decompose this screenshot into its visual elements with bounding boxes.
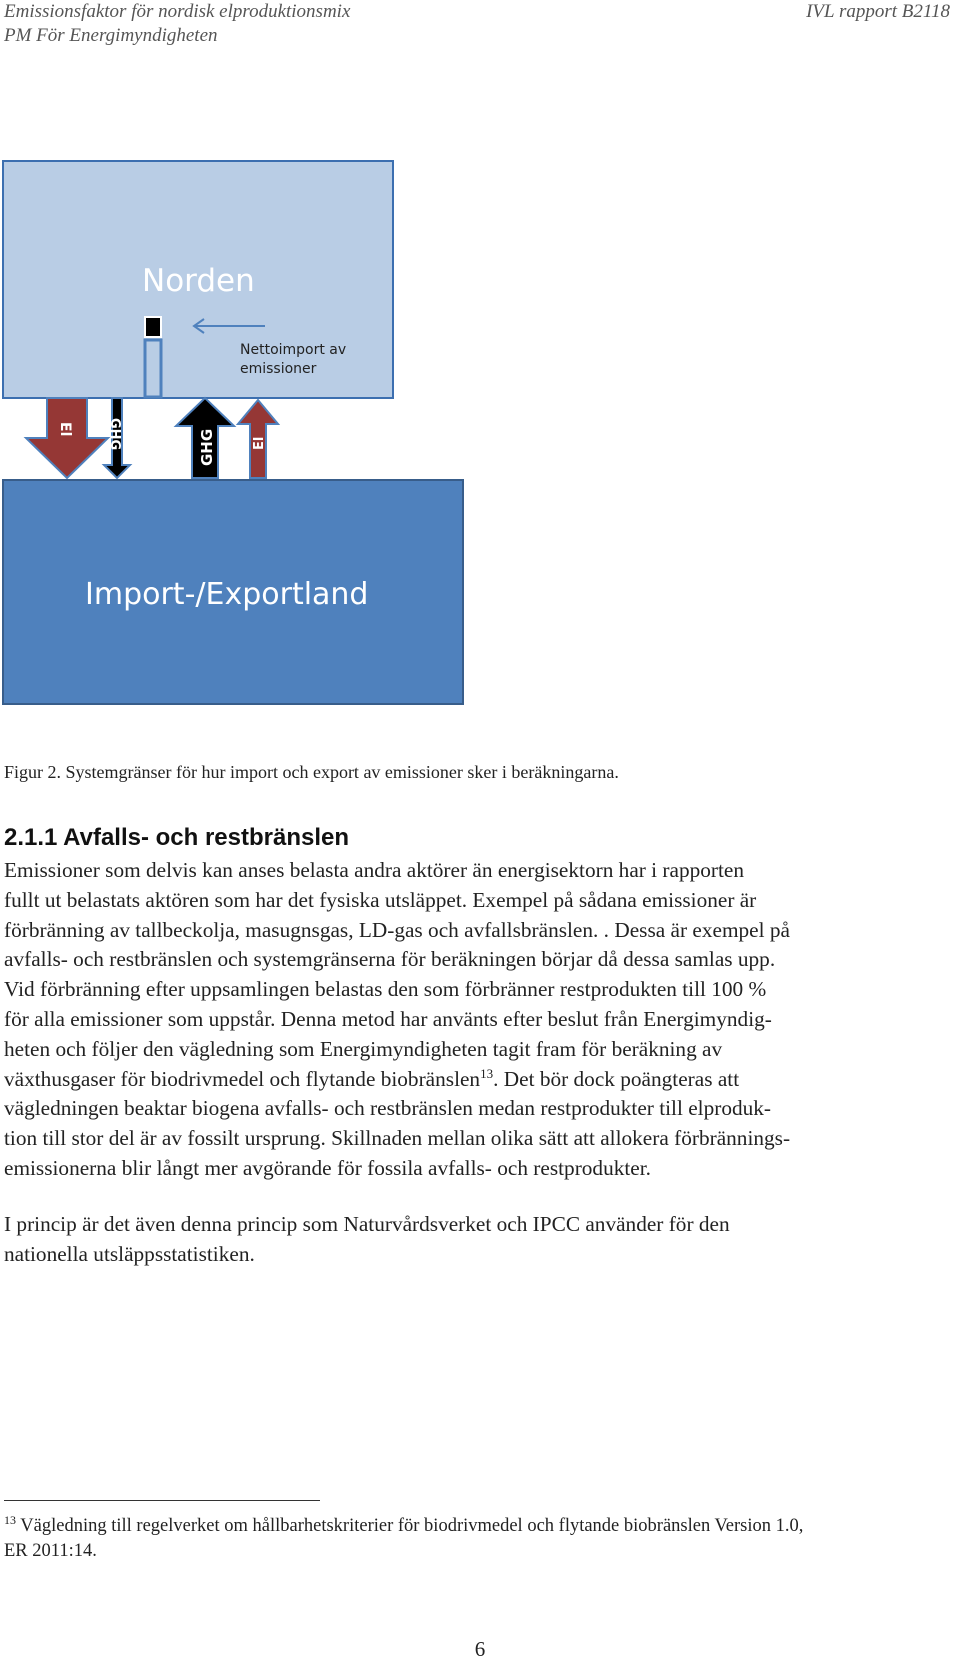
footnote <box>4 1514 944 1564</box>
paragraph-line: Emissioner som delvis kan anses belasta andra aktörer än energisektorn har i rapporten <box>4 858 745 882</box>
footnote-line <box>4 1514 944 1539</box>
running-header-report-id: IVL rapport B2118 <box>806 1 950 22</box>
running-header-left <box>4 0 350 48</box>
paragraph-line: avfalls- och restbränslen och systemgränserna för beräkningen börjar då dessa samlas upp. <box>4 947 776 972</box>
paragraph-line: I princip är det även denna princip som Naturvårdsverket och IPCC använder för den <box>4 1212 730 1236</box>
footnote-reference[interactable]: 13 <box>480 1065 494 1081</box>
footnote-text: Vägledning till regelverket om hållbarhetskriterier för biodrivmedel och flytande biobränslen Version 1.0, <box>16 1516 804 1536</box>
norden-label: Norden <box>142 263 255 299</box>
net-import-bar-light <box>145 340 161 397</box>
ghg-down-label: GHG <box>107 418 122 451</box>
paragraph-line: för alla emissioner som uppstår. Denna metod har använts efter beslut från Energimyndig- <box>4 1006 772 1031</box>
paragraph-1 <box>4 856 944 1184</box>
header-subtitle: PM För Energimyndigheten <box>4 25 218 46</box>
el-down-label: El <box>57 422 73 437</box>
system-boundary-figure <box>0 160 500 760</box>
paragraph-line: nationella utsläppsstatistiken. <box>4 1241 255 1266</box>
paragraph-line: emissionerna blir långt mer avgörande för fossila avfalls- och restprodukter. <box>4 1155 651 1180</box>
header-title: Emissionsfaktor för nordisk elproduktionsmix <box>4 1 351 22</box>
paragraph-line: Vid förbränning efter uppsamlingen belastas den som förbränner restprodukten till 100 % <box>4 977 767 1002</box>
import-export-label: Import-/Exportland <box>85 577 369 612</box>
paragraph-line: heten och följer den vägledning som Energimyndigheten tagit fram för beräkning av <box>4 1036 723 1061</box>
footnote-number: 13 <box>4 1512 16 1527</box>
paragraph-line <box>4 1065 944 1095</box>
line-text: växthusgaser för biodrivmedel och flytande biobränslen <box>4 1066 481 1091</box>
paragraph-line: förbränning av tallbeckolja, masugnsgas, LD-gas och avfallsbränslen. . Dessa är exempel på <box>4 917 790 942</box>
paragraph-2 <box>4 1210 944 1270</box>
figure-caption: Figur 2. Systemgränser för hur import och export av emissioner sker i beräkningarna. <box>4 762 619 782</box>
net-import-bar-dark <box>145 317 161 337</box>
line-text: . Det bör dock poängteras att <box>493 1066 740 1091</box>
net-import-note-line2: emissioner <box>240 361 317 377</box>
paragraph-line: fullt ut belastats aktören som har det fysiska utsläppet. Exempel på sådana emissioner är <box>4 887 757 912</box>
ghg-up-label: GHG <box>198 428 216 466</box>
net-import-note-line1: Nettoimport av <box>240 342 347 358</box>
page-number: 6 <box>474 1637 486 1661</box>
el-up-label: El <box>252 436 267 450</box>
section-heading: 2.1.1 Avfalls- och restbränslen <box>4 824 350 851</box>
footnote-line: ER 2011:14. <box>4 1541 97 1561</box>
paragraph-line: tion till stor del är av fossilt ursprung. Skillnaden mellan olika sätt att allokera förbrännings- <box>4 1126 791 1151</box>
el-down-arrow <box>26 398 108 478</box>
footnote-divider <box>4 1500 320 1501</box>
paragraph-line: vägledningen beaktar biogena avfalls- och restbränslen medan restprodukter till elproduk- <box>4 1096 772 1121</box>
